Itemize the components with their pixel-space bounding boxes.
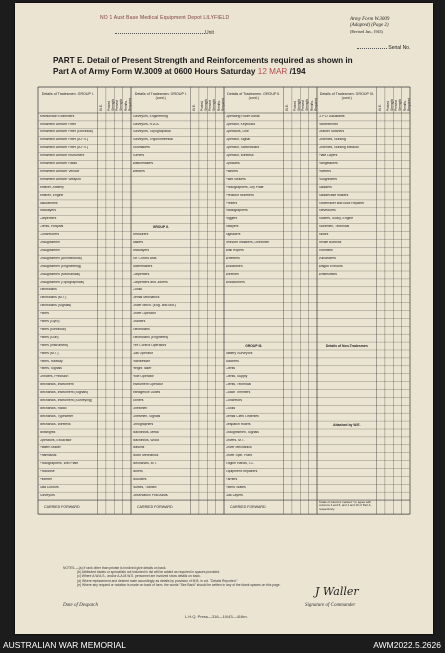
group-heading: Attached by W.E. <box>333 422 361 427</box>
caption-institution: AUSTRALIAN WAR MEMORIAL <box>3 640 126 650</box>
trade-row: Mechanics, Radio <box>39 406 67 410</box>
trade-row: Pattern Maker <box>39 446 61 450</box>
trade-row: Telecom Installers, Linesmen <box>225 241 270 244</box>
trade-row: Driver Spin. Plant <box>225 454 252 458</box>
group-heading: GROUP II. <box>152 225 169 230</box>
trade-row: Boilermakers <box>132 264 153 268</box>
trade-row: Surveyors, Topographical <box>132 130 171 134</box>
trade-row: Butchers <box>225 359 239 363</box>
trade-row: Leather Stitchers <box>318 130 345 134</box>
trade-row: Plate Layers <box>318 154 338 158</box>
trade-row: Dental Clerk Orderlies <box>225 414 259 418</box>
trade-row: Signallers <box>225 233 241 237</box>
trade-row: Mechanics, M.T. <box>132 462 157 466</box>
trade-row: Storemen, Technical <box>318 225 350 229</box>
note-c: (c) Where A.W.A.S., and/or A.A.M.W.S. personnel are involved show details on back. <box>77 574 201 579</box>
trade-row: Armament Artificer Fitter (A.F.V.) <box>39 146 88 150</box>
trade-row: Driver Mech. (Eng. and Mot.) <box>132 304 177 308</box>
trade-row: Fitters (Gun) <box>39 335 59 339</box>
trade-row: Armament Artificer Instrument <box>39 154 85 158</box>
trade-row: Lithographers <box>132 422 154 426</box>
trade-row: Str. Cond's Asst. <box>132 256 158 260</box>
trade-row: Electricians (Signals) <box>39 304 72 308</box>
trade-row: Fitters <box>39 312 49 316</box>
subheader-present: Present Strength <box>208 98 217 111</box>
trade-row: Woodturners <box>225 280 245 284</box>
trade-row: Miners <box>132 470 143 474</box>
trade-row: Carpenters <box>39 217 57 221</box>
trade-row: Drainers <box>132 320 146 323</box>
column-header-3: Details of Tradesmen. GROUP II. (cont.) <box>227 92 281 100</box>
form-page <box>15 3 433 634</box>
commander-signature: J Waller <box>315 585 359 598</box>
trade-row: Gas Layers <box>225 493 243 497</box>
trade-row: Motor Mechanics <box>132 454 159 458</box>
trade-row: Mechanics, Instrument (Surveying) <box>39 399 92 402</box>
trade-row: Roughriders <box>318 177 337 181</box>
trade-row: Armament Artificer Fitter (Electrical) <box>39 130 94 134</box>
trade-row: Equipment Repairers <box>225 470 258 474</box>
carried-forward-label: CARRIED FORWARD <box>230 505 266 510</box>
column-header-2: Details of Tradesmen. GROUP I. (cont.) <box>134 92 187 100</box>
trade-row: Operator, Switchboard <box>225 146 260 150</box>
trade-row: Electricians <box>39 288 57 292</box>
title-line2: Part A of Army Form W.3009 at 0600 Hours Saturday <box>53 67 256 76</box>
trade-row: Machinists, Wood <box>132 438 160 442</box>
trade-row: Armourers <box>132 233 149 237</box>
trade-row: Machinists, Metal <box>132 430 159 434</box>
title-line1: PART E. Detail of Present Strength and Reinforcements required as shown in <box>53 56 353 65</box>
signature-of-commander-label: Signature of Commander <box>305 603 356 608</box>
trade-row: Grinders, Precision <box>39 375 69 379</box>
trade-row: Hammermen <box>318 122 339 126</box>
trade-row: Textile Bobbins <box>318 241 342 244</box>
form-adapted: (Adapted) (Page 2) <box>350 23 389 28</box>
trade-row: Carpenters <box>132 272 150 276</box>
trade-row: Electricians <box>132 327 150 331</box>
trade-row: Coach Trimmers <box>225 391 251 395</box>
trade-row: Fitters, Railway <box>39 359 63 363</box>
form-revised: (Revised Jan., 1943) <box>350 29 383 34</box>
trade-row: Cooks <box>225 406 236 410</box>
note-d: (d) Where replacement and desired mate accordingly as details by provision of M.B. in col. "Details Reported." <box>77 578 238 583</box>
printer-line: L.H.Q. Press—316—10/43—416m. <box>185 614 248 619</box>
trade-row: Instrument Operator <box>132 383 163 387</box>
trade-row: Orderlies, Nursing Medical <box>318 146 359 150</box>
form-name: Army Form W.3009 <box>350 17 390 22</box>
trade-row: Riveters <box>318 169 331 173</box>
subheader-we: W.E. <box>284 104 289 111</box>
date-written: 12 MAR <box>257 67 288 76</box>
trade-row: Driver Operator <box>132 312 156 316</box>
trade-row: Mechanics, Wireless <box>39 422 71 426</box>
trade-row: Artificer, Engine <box>39 193 64 197</box>
trade-row: Clerks, Hospital <box>39 225 64 229</box>
trade-row: Fitters (Gyro) <box>39 320 60 323</box>
trade-row: Fitters (M.T.) <box>39 351 59 355</box>
trade-row: Bricklayers <box>132 248 150 252</box>
group-heading: Details of Non-Tradesmen <box>325 343 368 348</box>
trade-row: Photographers, Dry Plate <box>225 185 264 189</box>
trade-row: Painters <box>225 169 238 173</box>
trade-row: Concretorers <box>39 233 60 237</box>
trade-row: Carpenters and Joiners <box>132 280 168 284</box>
trade-row: O.P.O. Assistants <box>318 114 345 118</box>
trade-row: Cooks <box>132 288 143 292</box>
trade-row: Fitters' Mates <box>225 485 246 489</box>
trade-row: Operating Room Assts. <box>225 114 261 118</box>
trade-row: Electricians (Engineers) <box>132 335 169 339</box>
trade-row: Photographers, Wet Plate <box>39 462 79 466</box>
trade-row: Dental Mechanics <box>132 296 160 300</box>
note-a: NOTES.—(a) If rank other than private is involved give details on back. <box>63 566 167 570</box>
trade-row: Wall Ropers <box>225 248 244 252</box>
notes-block <box>63 566 281 587</box>
trade-row: Blacksmiths <box>39 201 58 205</box>
trade-row: Ammunition Examiners <box>39 114 75 118</box>
subheader-posted: Posted Strength <box>106 98 115 111</box>
subheader-we: W.E. <box>191 104 196 111</box>
trade-row: Surveyors, R.A.A. <box>132 122 160 126</box>
trade-row: Draughtsmen, Signals <box>225 430 259 434</box>
trade-row: Armament Artificer Weapon <box>39 177 81 181</box>
trade-row: Masons <box>132 446 145 450</box>
trade-row: Linesmen <box>132 406 148 410</box>
trade-row: Battery Surveyors <box>225 351 253 355</box>
subheader-present: Present Strength <box>301 98 310 111</box>
trade-row: Despatch Riders <box>225 422 251 426</box>
trade-row: Photolithe <box>39 470 55 474</box>
trade-row: Concretors <box>225 399 243 402</box>
trade-row: Operator, Signal <box>225 138 251 142</box>
trade-row: Surveyors, Engineering <box>132 114 168 118</box>
trade-row: Hairdresser <box>132 359 151 363</box>
unit-stamp: NO 1 Aust Base Medical Equipment Depot LILYFIELD <box>100 15 230 21</box>
trade-row: Plumber <box>39 478 53 481</box>
trade-row: Nurses, Trained <box>132 485 157 489</box>
note-e: (e) Where any request or notation is made on back of form, the words "See Back" should be written in any of the blank spaces on this page. <box>77 582 281 587</box>
trade-row: Gas Operator <box>132 351 154 355</box>
trade-row: Riggers <box>225 217 238 221</box>
carried-forward-label: CARRIED FORWARD <box>44 505 80 510</box>
subheader-posted: Posted Strength <box>292 98 301 111</box>
trade-row: Stevedores <box>318 209 336 213</box>
trade-row: Moulders <box>132 478 147 481</box>
trade-row: Driver Mechanics <box>225 446 252 450</box>
trade-row: Linesmen, Signals <box>132 414 161 418</box>
trade-row: Artificer, Artillery <box>39 185 64 189</box>
subheader-posted: Posted Strength <box>385 98 394 111</box>
trade-row: Predictor Numbers <box>225 193 254 197</box>
totals-note: Totals of columns marked * to agree with columns 4 and 5, and 1 and 16 of Part A, respectively. <box>319 500 372 511</box>
trade-row: Operators, Excavator <box>39 438 72 442</box>
trade-row: Observation Post Assts. <box>132 493 169 497</box>
trade-row: Draughtsmen (Architectural) <box>39 256 82 260</box>
trade-row: Operators, Line <box>225 130 249 134</box>
trade-row: Fitters, Signals <box>39 367 62 371</box>
trade-row: Surveyors, Trigonometrical <box>132 138 173 142</box>
serial-label: Serial No. <box>357 45 410 51</box>
trade-row: Armament Artificer Radio <box>39 162 78 165</box>
group-heading: GROUP III. <box>245 343 263 348</box>
trade-row: Printers <box>225 201 238 205</box>
trade-row: Fire Control Operators <box>132 343 167 347</box>
trade-row: Saddlecase makers <box>318 193 349 197</box>
trade-row: Turners <box>132 154 145 158</box>
trade-row: Clerks, Technical <box>225 383 252 387</box>
title-year: /194 <box>289 67 306 76</box>
trade-row: Armament Artificer Fitter <box>39 122 77 126</box>
column-header-1: Details of Tradesmen. GROUP I. <box>41 92 94 96</box>
trade-row: Sawyers <box>225 225 239 229</box>
subheader-present: Present Strength <box>115 98 124 111</box>
unit-label: Unit <box>115 30 214 36</box>
trade-row: Wheelers <box>225 256 240 260</box>
trade-row: Saw Doctors <box>39 485 59 489</box>
subheader-reinforcements: Reinfts. Required <box>216 98 225 111</box>
trade-row: Rangetakers <box>318 162 338 165</box>
trade-row: Bakers <box>132 241 144 244</box>
carried-forward-label: CARRIED FORWARD <box>137 505 173 510</box>
trade-row: Clerks, Supply <box>225 375 248 379</box>
subheader-present: Present Strength <box>394 98 403 111</box>
trade-row: Operator, Keyboard <box>225 122 256 126</box>
trade-row: Intelligence Duties <box>132 391 161 395</box>
trade-row: Shoemaker and Boot Repairer <box>318 201 365 205</box>
trade-row: Surveyors <box>39 493 55 497</box>
trade-row: Drivers, M.T. <box>225 438 245 442</box>
trade-row: Welders <box>132 169 145 173</box>
trade-row: Mechanics, Instrument <box>39 383 74 387</box>
trade-row: Wiremen <box>225 272 240 276</box>
trade-row: Toolmakers <box>132 146 150 150</box>
trade-row: Tinsmiths <box>318 248 333 252</box>
trade-row: Armament Artificer Fitter (A.F.V.) <box>39 138 88 142</box>
trade-row: Stokers, Sluicy, Engine <box>318 217 354 221</box>
subheader-we: W.E. <box>98 104 103 111</box>
trade-row: Paint Sealers <box>225 177 246 181</box>
trade-row: Mechanics, Typewriter <box>39 414 74 418</box>
trade-row: Pharmacist <box>39 454 57 458</box>
trade-row: Draughtsmen (Mechanical) <box>39 272 81 276</box>
trade-row: Fitters (Electrical) <box>39 327 66 331</box>
trade-row: Wagon Erectors <box>318 264 343 268</box>
trade-row: Fitters (Instrument) <box>39 343 69 347</box>
trade-row: Height Taker <box>132 367 152 371</box>
subheader-posted: Posted Strength <box>199 98 208 111</box>
trade-row: Whitesmiths <box>318 272 337 276</box>
trade-row: Engine Hands, I.C. <box>225 462 254 466</box>
trade-row: Mechanics, Instrument (Signals) <box>39 391 88 395</box>
date-of-despatch-label: Date of Despatch <box>63 603 98 608</box>
trade-row: Electricians (M.T.) <box>39 296 67 300</box>
trade-row: Opticians <box>225 162 240 165</box>
subheader-we: W.E. <box>377 104 382 111</box>
trade-row: Clerks <box>225 367 236 371</box>
trade-row: Radiographers <box>225 209 248 213</box>
subheader-reinforcements: Reinfts. Required <box>402 98 411 111</box>
trade-row: Vulcanizers <box>318 256 336 260</box>
trade-row: Woodsmen <box>225 264 243 268</box>
trade-row: Joiners <box>132 399 144 402</box>
trade-row: Tailors <box>318 233 329 237</box>
trade-row: Millwrights <box>39 430 56 434</box>
subheader-reinforcements: Reinfts. Required <box>309 98 318 111</box>
trade-row: Draughtsmen <box>39 241 60 244</box>
column-header-4: Details of Tradesmen. GROUP III. (cont.) <box>319 92 374 100</box>
note-b: (b) Attributed trades or specialists not included in list will be added as required in spaces provided. <box>77 570 220 575</box>
caption-accession: AWM2022.5.2626 <box>373 640 441 650</box>
trade-row: Bricklayers <box>39 209 57 213</box>
trade-row: Farriers <box>225 478 238 481</box>
trade-row: Draughtsmen (Topographical) <box>39 280 85 284</box>
trade-row: Draughtsmen (Engineering) <box>39 264 82 268</box>
trade-row: Hole Operator <box>132 375 154 379</box>
trade-row: Watchmakers <box>132 162 154 165</box>
trade-row: Operator, Wireless <box>225 154 254 158</box>
trade-row: Armament Artificer Vehicle <box>39 169 80 173</box>
trade-row: Orderlies, Nursing <box>318 138 346 142</box>
trade-row: Draughtsmen <box>39 248 60 252</box>
subheader-reinforcements: Reinfts. Required <box>123 98 132 111</box>
trade-row: Saddlers <box>318 185 332 189</box>
